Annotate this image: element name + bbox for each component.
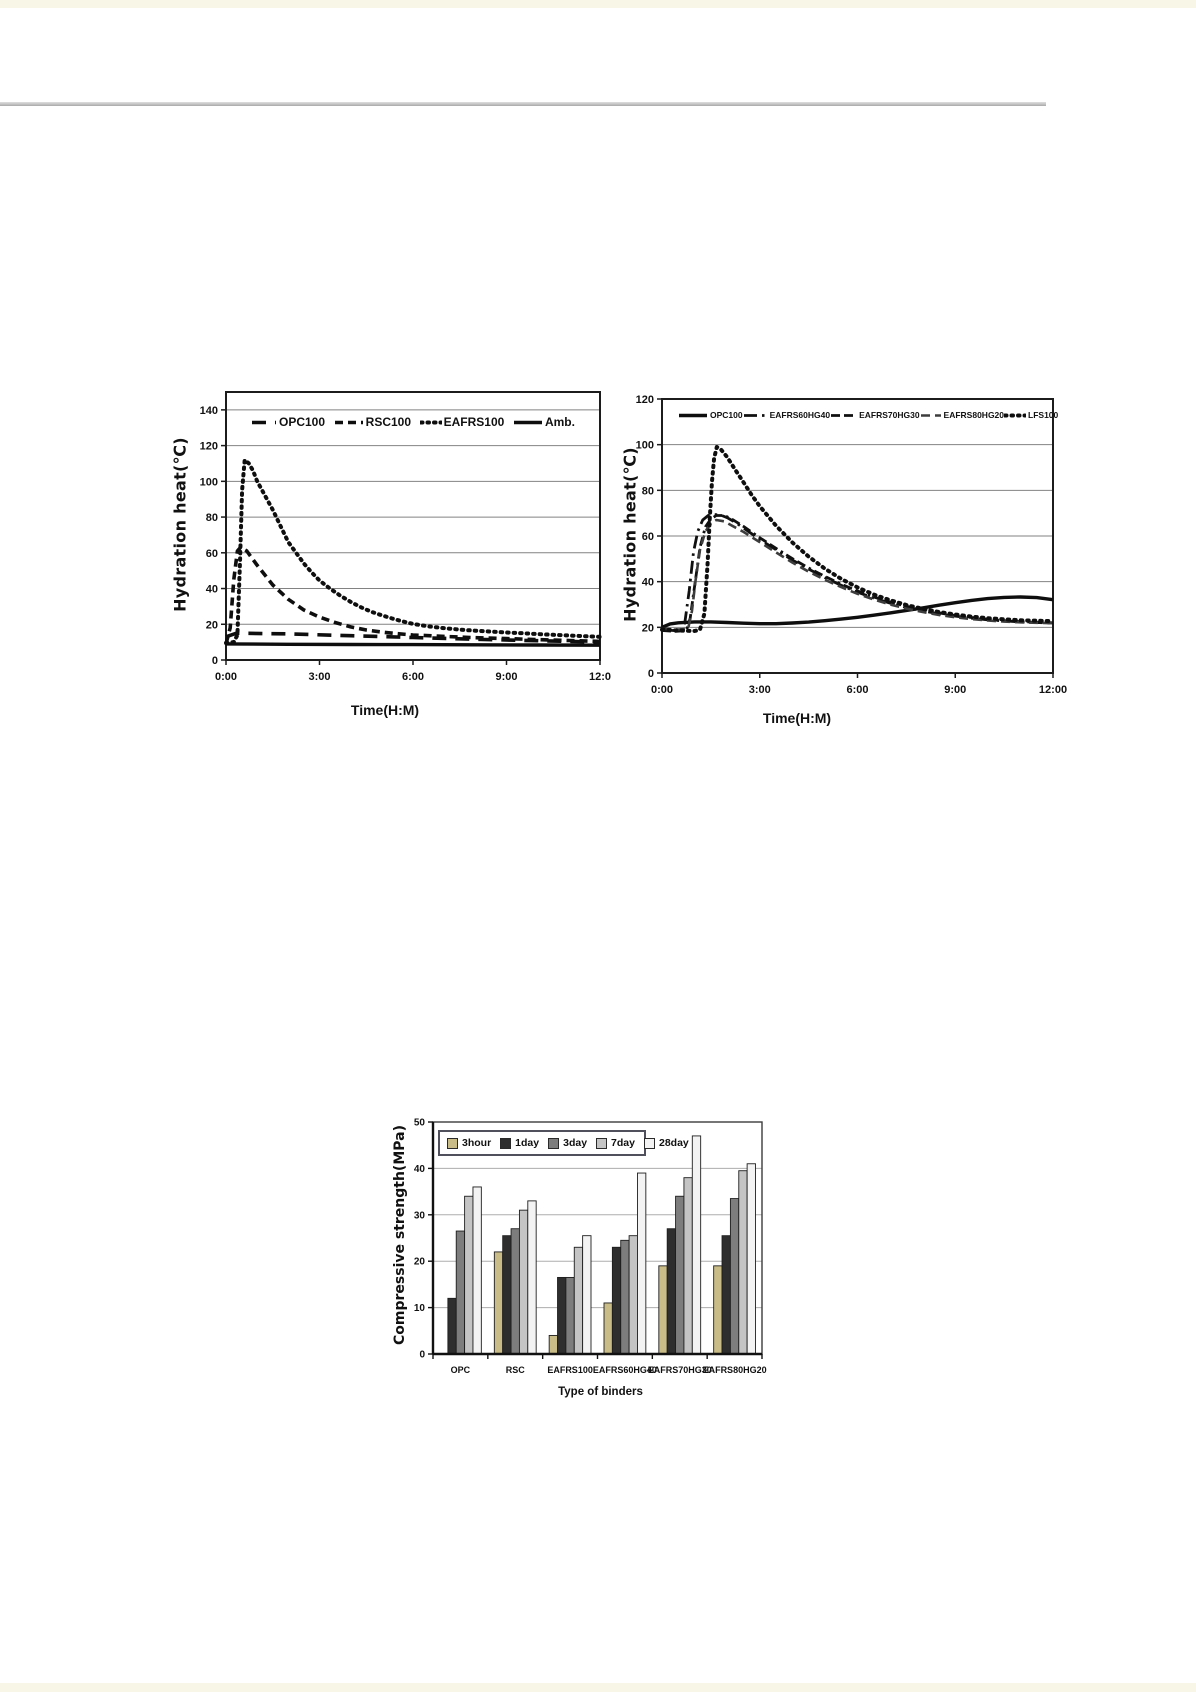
- bar-3day: [621, 1240, 629, 1354]
- legend-swatch: [644, 1138, 655, 1149]
- compressive-strength-chart: [355, 1030, 792, 1418]
- legend-item: [596, 1137, 635, 1149]
- bar-3day: [511, 1229, 519, 1354]
- x-category-label: EAFRS100: [547, 1365, 593, 1375]
- x-tick-label: 12:00: [1038, 684, 1068, 696]
- y-tick-label: 50: [413, 1117, 425, 1129]
- legend-item: [500, 1137, 539, 1149]
- bar-1day: [612, 1247, 620, 1354]
- y-tick-label: 60: [205, 547, 218, 560]
- bar-3day: [730, 1199, 738, 1354]
- chart-legend: [251, 415, 575, 429]
- series-line-EAFRS70HG30: [662, 516, 1053, 632]
- legend-line-sample: [920, 412, 942, 419]
- bar-7day: [465, 1196, 473, 1354]
- y-tick-label: 0: [419, 1349, 425, 1361]
- bar-28day: [528, 1201, 536, 1354]
- y-tick-label: 20: [205, 619, 218, 632]
- bar-1day: [448, 1298, 456, 1354]
- x-axis-label: Time(H:M): [762, 710, 832, 726]
- x-axis-label: Time(H:M): [350, 702, 420, 718]
- y-axis-label: Hydration heat(℃): [170, 437, 190, 612]
- legend-label: EAFRS70HG30: [859, 410, 920, 420]
- bar-3hour: [549, 1335, 557, 1354]
- series-line-LFS100: [662, 447, 1053, 631]
- plot-frame: [433, 1122, 762, 1354]
- x-axis-label: Type of binders: [558, 1386, 643, 1398]
- series-line-RSC100: [226, 547, 600, 644]
- bar-1day: [503, 1236, 511, 1354]
- legend-label: Amb.: [544, 415, 575, 429]
- bar-28day: [747, 1164, 755, 1354]
- legend-label: EAFRS60HG40: [769, 410, 831, 420]
- series-line-OPC100: [662, 597, 1053, 627]
- legend-line-sample: [830, 412, 857, 419]
- y-tick-label: 0: [211, 655, 218, 667]
- legend-label: OPC100: [279, 415, 326, 429]
- hydration-heat-chart-left: [160, 345, 615, 737]
- header-divider-line: [0, 102, 1046, 106]
- legend-line-sample: [513, 418, 543, 427]
- legend-line-sample: [1004, 412, 1026, 419]
- bar-7day: [684, 1178, 692, 1354]
- legend-item: [743, 410, 830, 420]
- y-tick-label: 40: [413, 1163, 425, 1175]
- legend-item: [830, 410, 919, 420]
- x-category-label: EAFRS60HG40: [592, 1365, 657, 1375]
- x-tick-label: 3:00: [748, 684, 771, 696]
- y-axis-label: Hydration heat(℃): [620, 447, 640, 622]
- legend-line-sample: [420, 418, 442, 427]
- page-top-band: [0, 0, 1196, 8]
- legend-item: [644, 1137, 689, 1149]
- y-tick-label: 40: [205, 583, 218, 596]
- y-tick-label: 30: [413, 1210, 425, 1222]
- y-tick-label: 80: [641, 485, 654, 498]
- bar-1day: [722, 1236, 730, 1354]
- legend-item: [447, 1137, 491, 1149]
- legend-label: 3day: [563, 1137, 588, 1149]
- legend-label: RSC100: [365, 415, 412, 429]
- legend-line-sample: [743, 412, 768, 419]
- legend-item: [251, 415, 325, 429]
- legend-label: OPC100: [710, 410, 743, 420]
- bar-28day: [637, 1173, 645, 1354]
- x-tick-label: 6:00: [846, 684, 869, 696]
- legend-swatch: [447, 1138, 458, 1149]
- y-tick-label: 120: [199, 440, 218, 453]
- x-tick-label: 0:00: [650, 684, 674, 696]
- legend-label: EAFRS80HG20: [943, 410, 1005, 420]
- legend-line-sample: [251, 418, 277, 427]
- y-tick-label: 100: [635, 439, 654, 452]
- legend-label: EAFRS100: [443, 415, 505, 429]
- bar-7day: [574, 1247, 582, 1354]
- x-tick-label: 0:00: [214, 671, 238, 683]
- series-line-Amb.: [226, 644, 600, 645]
- legend-label: LFS100: [1028, 410, 1059, 420]
- legend-item: [334, 415, 411, 429]
- y-tick-label: 0: [647, 668, 654, 680]
- legend-item: [1004, 410, 1058, 420]
- bar-7day: [519, 1210, 527, 1354]
- bar-28day: [692, 1136, 700, 1354]
- bar-3hour: [604, 1303, 612, 1354]
- legend-label: 3hour: [462, 1137, 492, 1149]
- x-category-label: EAFRS80HG20: [702, 1365, 767, 1375]
- x-category-label: OPC: [450, 1365, 471, 1375]
- series-line-EAFRS60HG40: [662, 514, 1053, 630]
- y-tick-label: 120: [635, 394, 654, 406]
- x-tick-label: 9:00: [495, 671, 518, 683]
- x-category-label: EAFRS70HG30: [647, 1365, 712, 1375]
- legend-swatch: [548, 1138, 559, 1149]
- compressive-strength-plot: [355, 1030, 792, 1418]
- bar-7day: [739, 1171, 747, 1354]
- legend-item: [548, 1137, 587, 1149]
- x-tick-label: 12:0: [588, 671, 612, 683]
- bar-3hour: [659, 1266, 667, 1354]
- chart-legend: [438, 1130, 689, 1156]
- bar-3hour: [714, 1266, 722, 1354]
- x-category-label: RSC: [505, 1365, 525, 1375]
- bar-3day: [456, 1231, 464, 1354]
- page-bottom-band: [0, 1683, 1196, 1692]
- bar-28day: [583, 1236, 591, 1354]
- legend-item: [513, 415, 575, 429]
- bar-3hour: [494, 1252, 502, 1354]
- x-tick-label: 9:00: [944, 684, 967, 696]
- bar-3day: [676, 1196, 684, 1354]
- x-tick-label: 3:00: [308, 671, 331, 683]
- bar-3day: [566, 1277, 574, 1354]
- bar-28day: [473, 1187, 481, 1354]
- series-line-EAFRS100: [226, 460, 600, 643]
- y-tick-label: 10: [413, 1303, 425, 1315]
- legend-label: 28day: [658, 1137, 689, 1149]
- y-tick-label: 20: [413, 1256, 425, 1268]
- y-tick-label: 80: [205, 512, 218, 525]
- y-axis-label: Compressive strength(MPa): [392, 1125, 408, 1345]
- bar-1day: [558, 1277, 566, 1354]
- legend-label: 1day: [515, 1137, 540, 1149]
- y-tick-label: 60: [641, 531, 654, 543]
- legend-label: 7day: [611, 1137, 635, 1149]
- y-tick-label: 140: [199, 404, 218, 417]
- x-tick-label: 6:00: [401, 671, 425, 683]
- y-tick-label: 20: [641, 622, 654, 635]
- y-tick-label: 100: [199, 476, 218, 489]
- legend-item: [678, 410, 743, 420]
- chart-legend: [678, 410, 1059, 420]
- bar-1day: [667, 1229, 675, 1354]
- legend-item: [420, 415, 505, 429]
- hydration-heat-blended-binders-plot: [612, 350, 1080, 740]
- legend-line-sample: [678, 412, 708, 419]
- hydration-heat-pure-binders-plot: [160, 345, 615, 737]
- legend-swatch: [596, 1138, 607, 1149]
- legend-item: [920, 410, 1004, 420]
- y-tick-label: 40: [641, 576, 654, 589]
- legend-line-sample: [334, 418, 364, 427]
- hydration-heat-chart-right: [612, 350, 1080, 740]
- bar-7day: [629, 1236, 637, 1354]
- legend-swatch: [500, 1138, 511, 1149]
